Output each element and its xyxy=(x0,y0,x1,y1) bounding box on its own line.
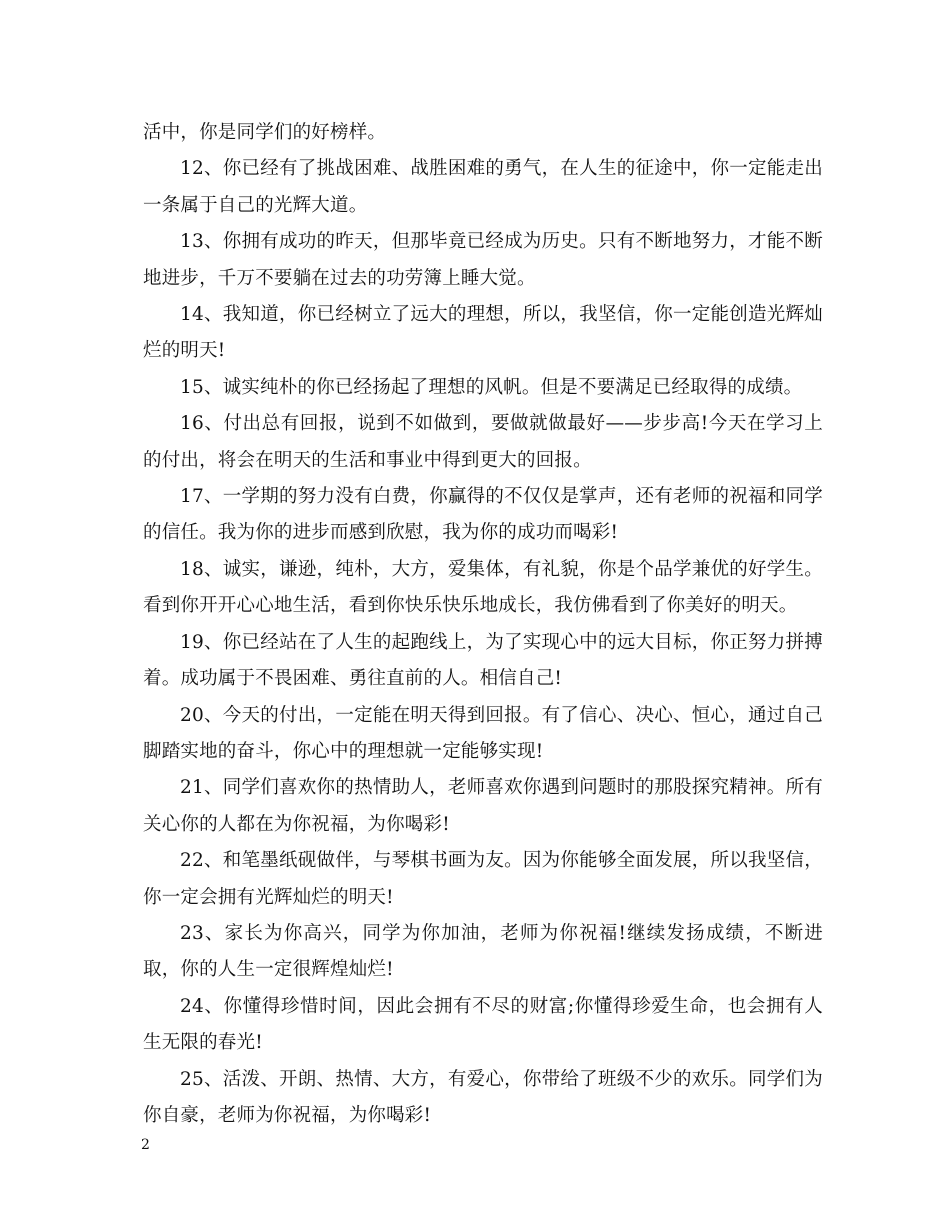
paragraph-25: 25、活泼、开朗、热情、大方，有爱心，你带给了班级不少的欢乐。同学们为你自豪，老师为你祝福，为你喝彩! xyxy=(143,1068,823,1126)
paragraph-22: 22、和笔墨纸砚做伴，与琴棋书画为友。因为你能够全面发展，所以我坚信，你一定会拥有光辉灿烂的明天! xyxy=(143,850,823,908)
paragraph-16: 16、付出总有回报，说到不如做到，要做就做最好——步步高!今天在学习上的付出，将会在明天的生活和事业中得到更大的回报。 xyxy=(143,413,823,471)
paragraph-17: 17、一学期的努力没有白费，你赢得的不仅仅是掌声，还有老师的祝福和同学的信任。我为你的进步而感到欣慰，我为你的成功而喝彩! xyxy=(143,486,823,544)
paragraph-20: 20、今天的付出，一定能在明天得到回报。有了信心、决心、恒心，通过自己脚踏实地的奋斗，你心中的理想就一定能够实现! xyxy=(143,704,823,762)
paragraph-14: 14、我知道，你已经树立了远大的理想，所以，我坚信，你一定能创造光辉灿烂的明天! xyxy=(143,304,823,362)
document-body xyxy=(143,115,823,1134)
paragraph-18: 18、诚实，谦逊，纯朴，大方，爱集体，有礼貌，你是个品学兼优的好学生。看到你开开心心地生活，看到你快乐快乐地成长，我仿佛看到了你美好的明天。 xyxy=(143,558,823,617)
paragraph-21: 21、同学们喜欢你的热情助人，老师喜欢你遇到问题时的那股探究精神。所有关心你的人都在为你祝福，为你喝彩! xyxy=(143,777,823,835)
paragraph-continuation: 活中，你是同学们的好榜样。 xyxy=(143,122,387,143)
paragraph-15: 15、诚实纯朴的你已经扬起了理想的风帆。但是不要满足已经取得的成绩。 xyxy=(180,376,803,398)
paragraph-24: 24、你懂得珍惜时间，因此会拥有不尽的财富;你懂得珍爱生命，也会拥有人生无限的春光! xyxy=(143,995,823,1054)
page-number: 2 xyxy=(141,1137,150,1153)
paragraph-13: 13、你拥有成功的昨天，但那毕竟已经成为历史。只有不断地努力，才能不断地进步，千万不要躺在过去的功劳簿上睡大觉。 xyxy=(143,231,823,289)
paragraph-19: 19、你已经站在了人生的起跑线上，为了实现心中的远大目标，你正努力拼搏着。成功属于不畏困难、勇往直前的人。相信自己! xyxy=(143,631,823,690)
paragraph-12: 12、你已经有了挑战困难、战胜困难的勇气，在人生的征途中，你一定能走出一条属于自己的光辉大道。 xyxy=(143,158,823,216)
paragraph-23: 23、家长为你高兴，同学为你加油，老师为你祝福!继续发扬成绩，不断进取，你的人生一定很辉煌灿烂! xyxy=(143,922,823,981)
